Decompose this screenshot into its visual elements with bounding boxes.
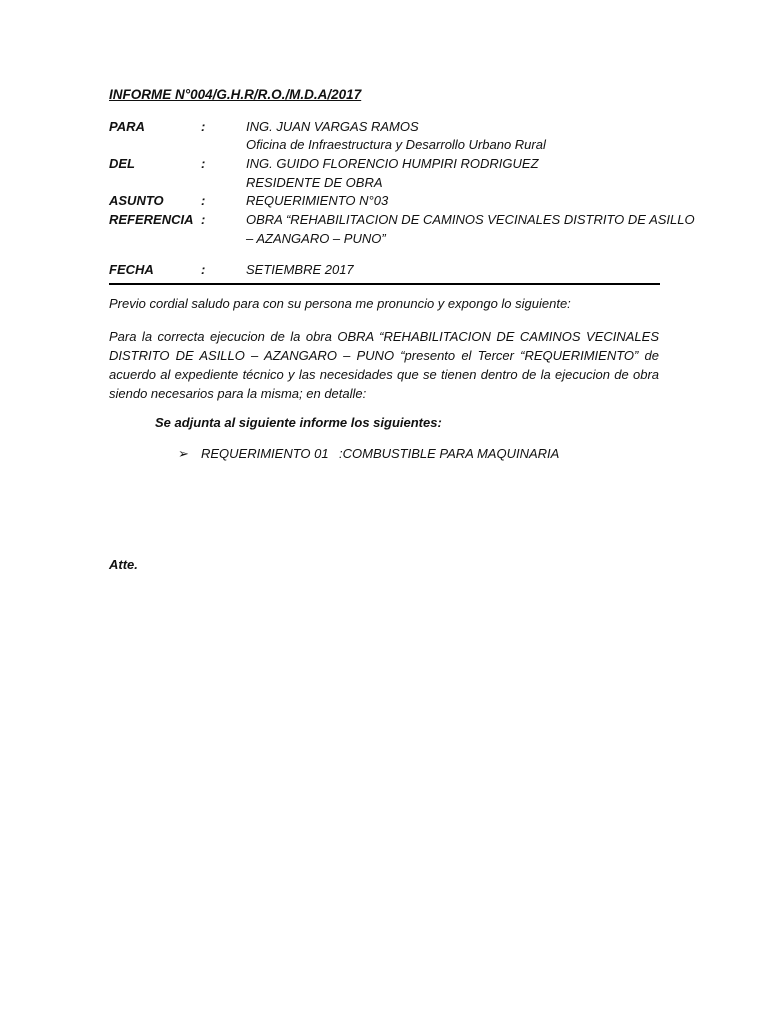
del-sender-name: ING. GUIDO FLORENCIO HUMPIRI RODRIGUEZ (246, 156, 539, 171)
header-divider (109, 283, 660, 285)
body-paragraph: Para la correcta ejecucion de la obra OBRA “REHABILITACION DE CAMINOS VECINALES DISTRITO DE ASILLO – AZANGARO – PUNO “presento el Tercer “REQUERIMIENTO” de acuerdo al expediente técnico y las necesidades que se tienen dentro de la ejecucion de obra siendo necesarios para la misma; en detalle: (109, 329, 659, 401)
arrowhead-bullet-icon: ➢ (178, 446, 189, 461)
asunto-value: REQUERIMIENTO N°03 (246, 193, 389, 208)
referencia-label: REFERENCIA (109, 212, 194, 227)
asunto-colon: : (201, 193, 206, 208)
requirement-item-label: REQUERIMIENTO 01 (201, 446, 329, 461)
referencia-value-line1: OBRA “REHABILITACION DE CAMINOS VECINALES DISTRITO DE ASILLO (246, 212, 695, 227)
del-label: DEL (109, 156, 135, 171)
document-title: INFORME N°004/G.H.R/R.O./M.D.A/2017 (109, 87, 362, 102)
fecha-value: SETIEMBRE 2017 (246, 262, 354, 277)
greeting-text: Previo cordial saludo para con su persona me pronuncio y expongo lo siguiente: (109, 296, 571, 311)
fecha-colon: : (201, 262, 206, 277)
del-colon: : (201, 156, 206, 171)
closing-text: Atte. (109, 557, 138, 572)
referencia-colon: : (201, 212, 206, 227)
fecha-label: FECHA (109, 262, 154, 277)
para-recipient-office: Oficina de Infraestructura y Desarrollo Urbano Rural (246, 137, 546, 152)
del-sender-role: RESIDENTE DE OBRA (246, 175, 383, 190)
attachment-intro: Se adjunta al siguiente informe los siguientes: (155, 415, 442, 430)
asunto-label: ASUNTO (109, 193, 164, 208)
para-recipient-name: ING. JUAN VARGAS RAMOS (246, 119, 419, 134)
para-label: PARA (109, 119, 145, 134)
para-colon: : (201, 119, 206, 134)
referencia-value-line2: – AZANGARO – PUNO” (246, 231, 386, 246)
requirement-item-value: :COMBUSTIBLE PARA MAQUINARIA (339, 446, 560, 461)
